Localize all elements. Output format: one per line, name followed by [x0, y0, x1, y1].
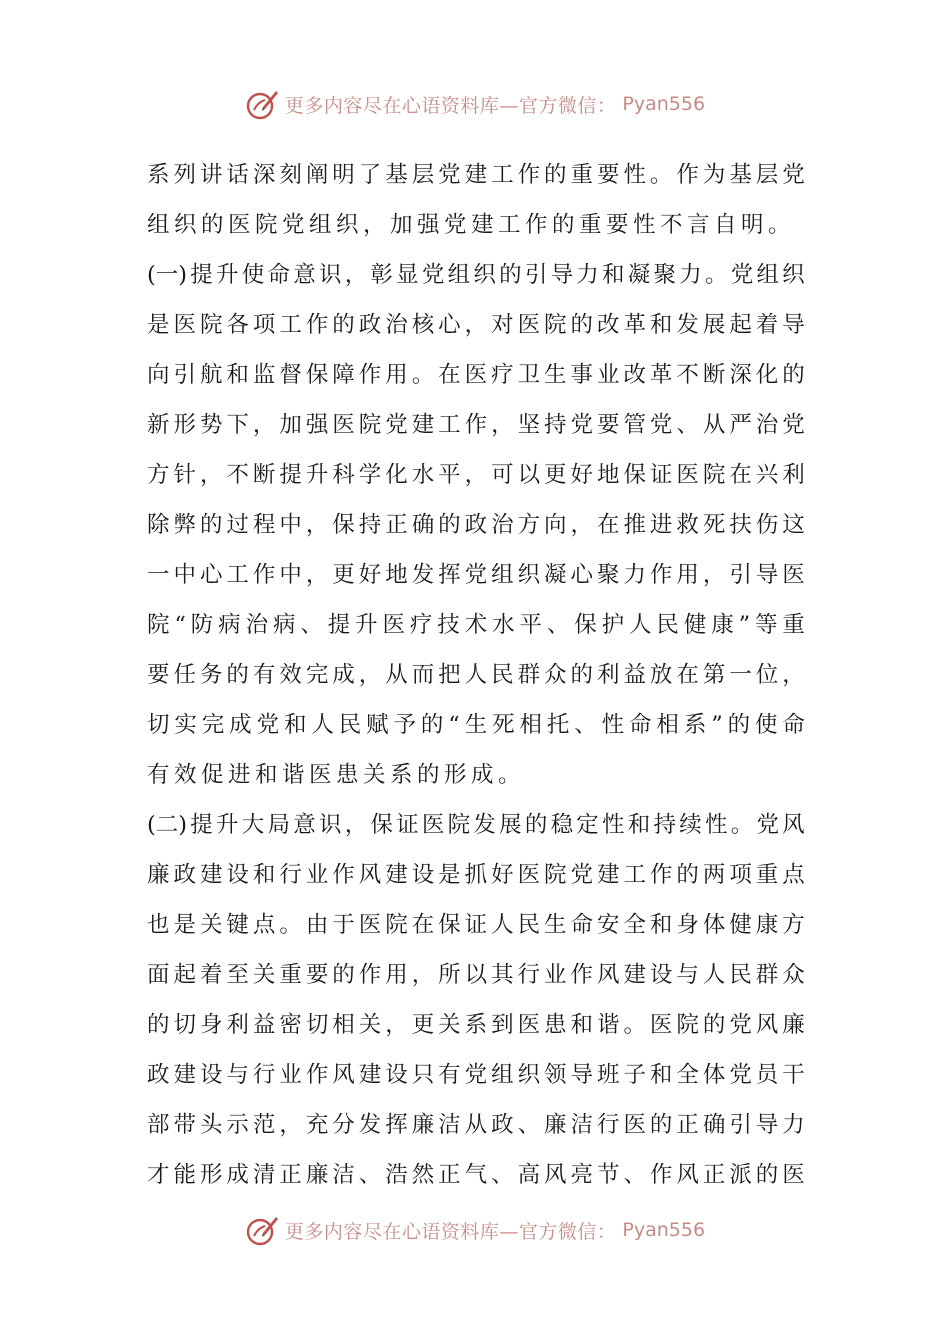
text-line: 的 切 身 利 益 密 切 相 关 ， 更 关 系 到 医 患 和 谐 。 医 院 的 党 风 廉: [147, 1012, 805, 1038]
watermark-handle: Pyan556: [622, 93, 706, 115]
text-line: 有效促进和谐医患关系的形成。: [147, 762, 526, 788]
text-line: 除 弊 的 过 程 中 ， 保 持 正 确 的 政 治 方 向 ， 在 推 进 救 死 扶 伤 这: [147, 512, 805, 538]
text-line: 要 任 务 的 有 效 完 成 ， 从 而 把 人 民 群 众 的 利 益 放 在 第 一 位 ，: [147, 662, 805, 688]
text-line: 系 列 讲 话 深 刻 阐 明 了 基 层 党 建 工 作 的 重 要 性 。 作 为 基 层 党: [147, 162, 805, 188]
footer-watermark: [0, 1210, 950, 1250]
watermark-text: 更多内容尽在心语资料库—官方微信：: [284, 94, 617, 117]
text-line: 政 建 设 与 行 业 作 风 建 设 只 有 党 组 织 领 导 班 子 和 全 体 党 员 干: [147, 1062, 805, 1088]
watermark-text: 更多内容尽在心语资料库—官方微信：: [284, 1220, 617, 1243]
text-line: 向 引 航 和 监 督 保 障 作 用 。 在 医 疗 卫 生 事 业 改 革 不 断 深 化 的: [147, 362, 805, 388]
header-watermark: [0, 84, 950, 124]
text-line: (一) 提 升 使 命 意 识 ， 彰 显 党 组 织 的 引 导 力 和 凝 聚 力 。 党 组 织: [147, 262, 805, 288]
text-line: 院 “ 防 病 治 病 、 提 升 医 疗 技 术 水 平 、 保 护 人 民 健 康 ” 等 重: [147, 612, 805, 638]
text-line: 部 带 头 示 范 ， 充 分 发 挥 廉 洁 从 政 、 廉 洁 行 医 的 正 确 引 导 力: [147, 1112, 805, 1138]
text-line: 才 能 形 成 清 正 廉 洁 、 浩 然 正 气 、 高 风 亮 节 、 作 风 正 派 的 医: [147, 1162, 805, 1188]
watermark-handle: Pyan556: [622, 1219, 706, 1241]
text-line: 方 针 ， 不 断 提 升 科 学 化 水 平 ， 可 以 更 好 地 保 证 医 院 在 兴 利: [147, 462, 805, 488]
text-line: 新 形 势 下 ， 加 强 医 院 党 建 工 作 ， 坚 持 党 要 管 党 、 从 严 治 党: [147, 412, 805, 438]
text-line: (二) 提 升 大 局 意 识 ， 保 证 医 院 发 展 的 稳 定 性 和 持 续 性 。 党 风: [147, 812, 805, 838]
text-line: 是 医 院 各 项 工 作 的 政 治 核 心 ， 对 医 院 的 改 革 和 发 展 起 着 导: [147, 312, 805, 338]
text-line: 切 实 完 成 党 和 人 民 赋 予 的 “ 生 死 相 托 、 性 命 相 系 ” 的 使 命: [147, 712, 805, 738]
text-line: 组织的医院党组织，加强党建工作的重要性不言自明。: [147, 212, 796, 238]
text-line: 廉 政 建 设 和 行 业 作 风 建 设 是 抓 好 医 院 党 建 工 作 的 两 项 重 点: [147, 862, 805, 888]
text-line: 一 中 心 工 作 中 ， 更 好 地 发 挥 党 组 织 凝 心 聚 力 作 用 ， 引 导 医: [147, 562, 805, 588]
document-body: [147, 150, 805, 1200]
pen-logo-icon: [245, 87, 279, 121]
text-line: 也 是 关 键 点 。 由 于 医 院 在 保 证 人 民 生 命 安 全 和 身 体 健 康 方: [147, 912, 805, 938]
pen-logo-icon: [245, 1213, 279, 1247]
text-line: 面 起 着 至 关 重 要 的 作 用 ， 所 以 其 行 业 作 风 建 设 与 人 民 群 众: [147, 962, 805, 988]
